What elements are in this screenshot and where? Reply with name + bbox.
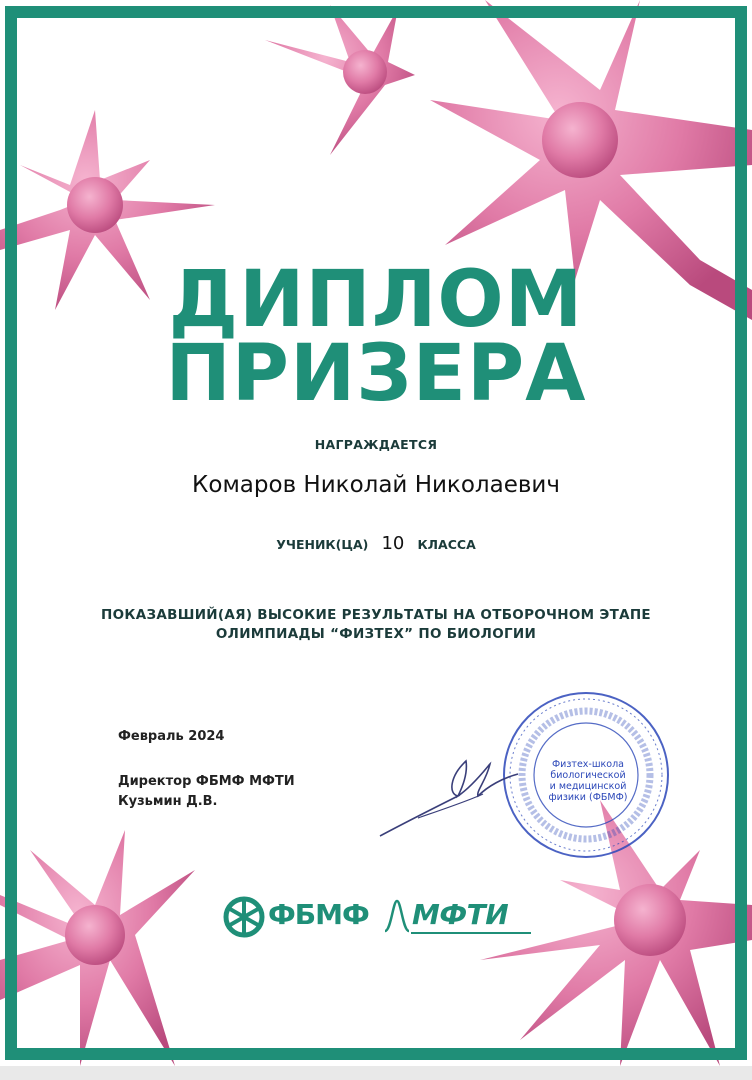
grade-number: 10 <box>381 533 405 554</box>
director-title: Директор ФБМФ МФТИ <box>118 774 295 789</box>
grade-row <box>0 533 752 554</box>
director-name: Кузьмин Д.В. <box>118 794 218 809</box>
bottom-strip <box>0 1066 752 1080</box>
diploma-title-line2: ПРИЗЕРА <box>165 329 587 419</box>
recipient-name: Комаров Николай Николаевич <box>192 472 560 498</box>
result-text-line1: ПОКАЗАВШИЙ(АЯ) ВЫСОКИЕ РЕЗУЛЬТАТЫ НА ОТБОРОЧНОМ ЭТАПЕ <box>101 607 651 623</box>
awarded-label: НАГРАЖДАЕТСЯ <box>314 437 438 452</box>
mfti-logo-text: МФТИ <box>412 898 509 931</box>
stamp-center-text: Физтех-школа биологической и медицинской физики (ФБМФ) <box>548 759 628 803</box>
issue-date: Февраль 2024 <box>118 729 225 744</box>
student-label: УЧЕНИК(ЦА) <box>276 537 369 552</box>
result-text-line2: ОЛИМПИАДЫ “ФИЗТЕХ” ПО БИОЛОГИИ <box>215 626 537 642</box>
director-signature <box>378 756 528 841</box>
class-label: КЛАССА <box>417 537 476 552</box>
diploma-title-line1: ДИПЛОМ <box>168 255 584 345</box>
fbmf-logo-icon <box>222 895 266 939</box>
fbmf-logo-text: ФБМФ <box>268 898 369 931</box>
